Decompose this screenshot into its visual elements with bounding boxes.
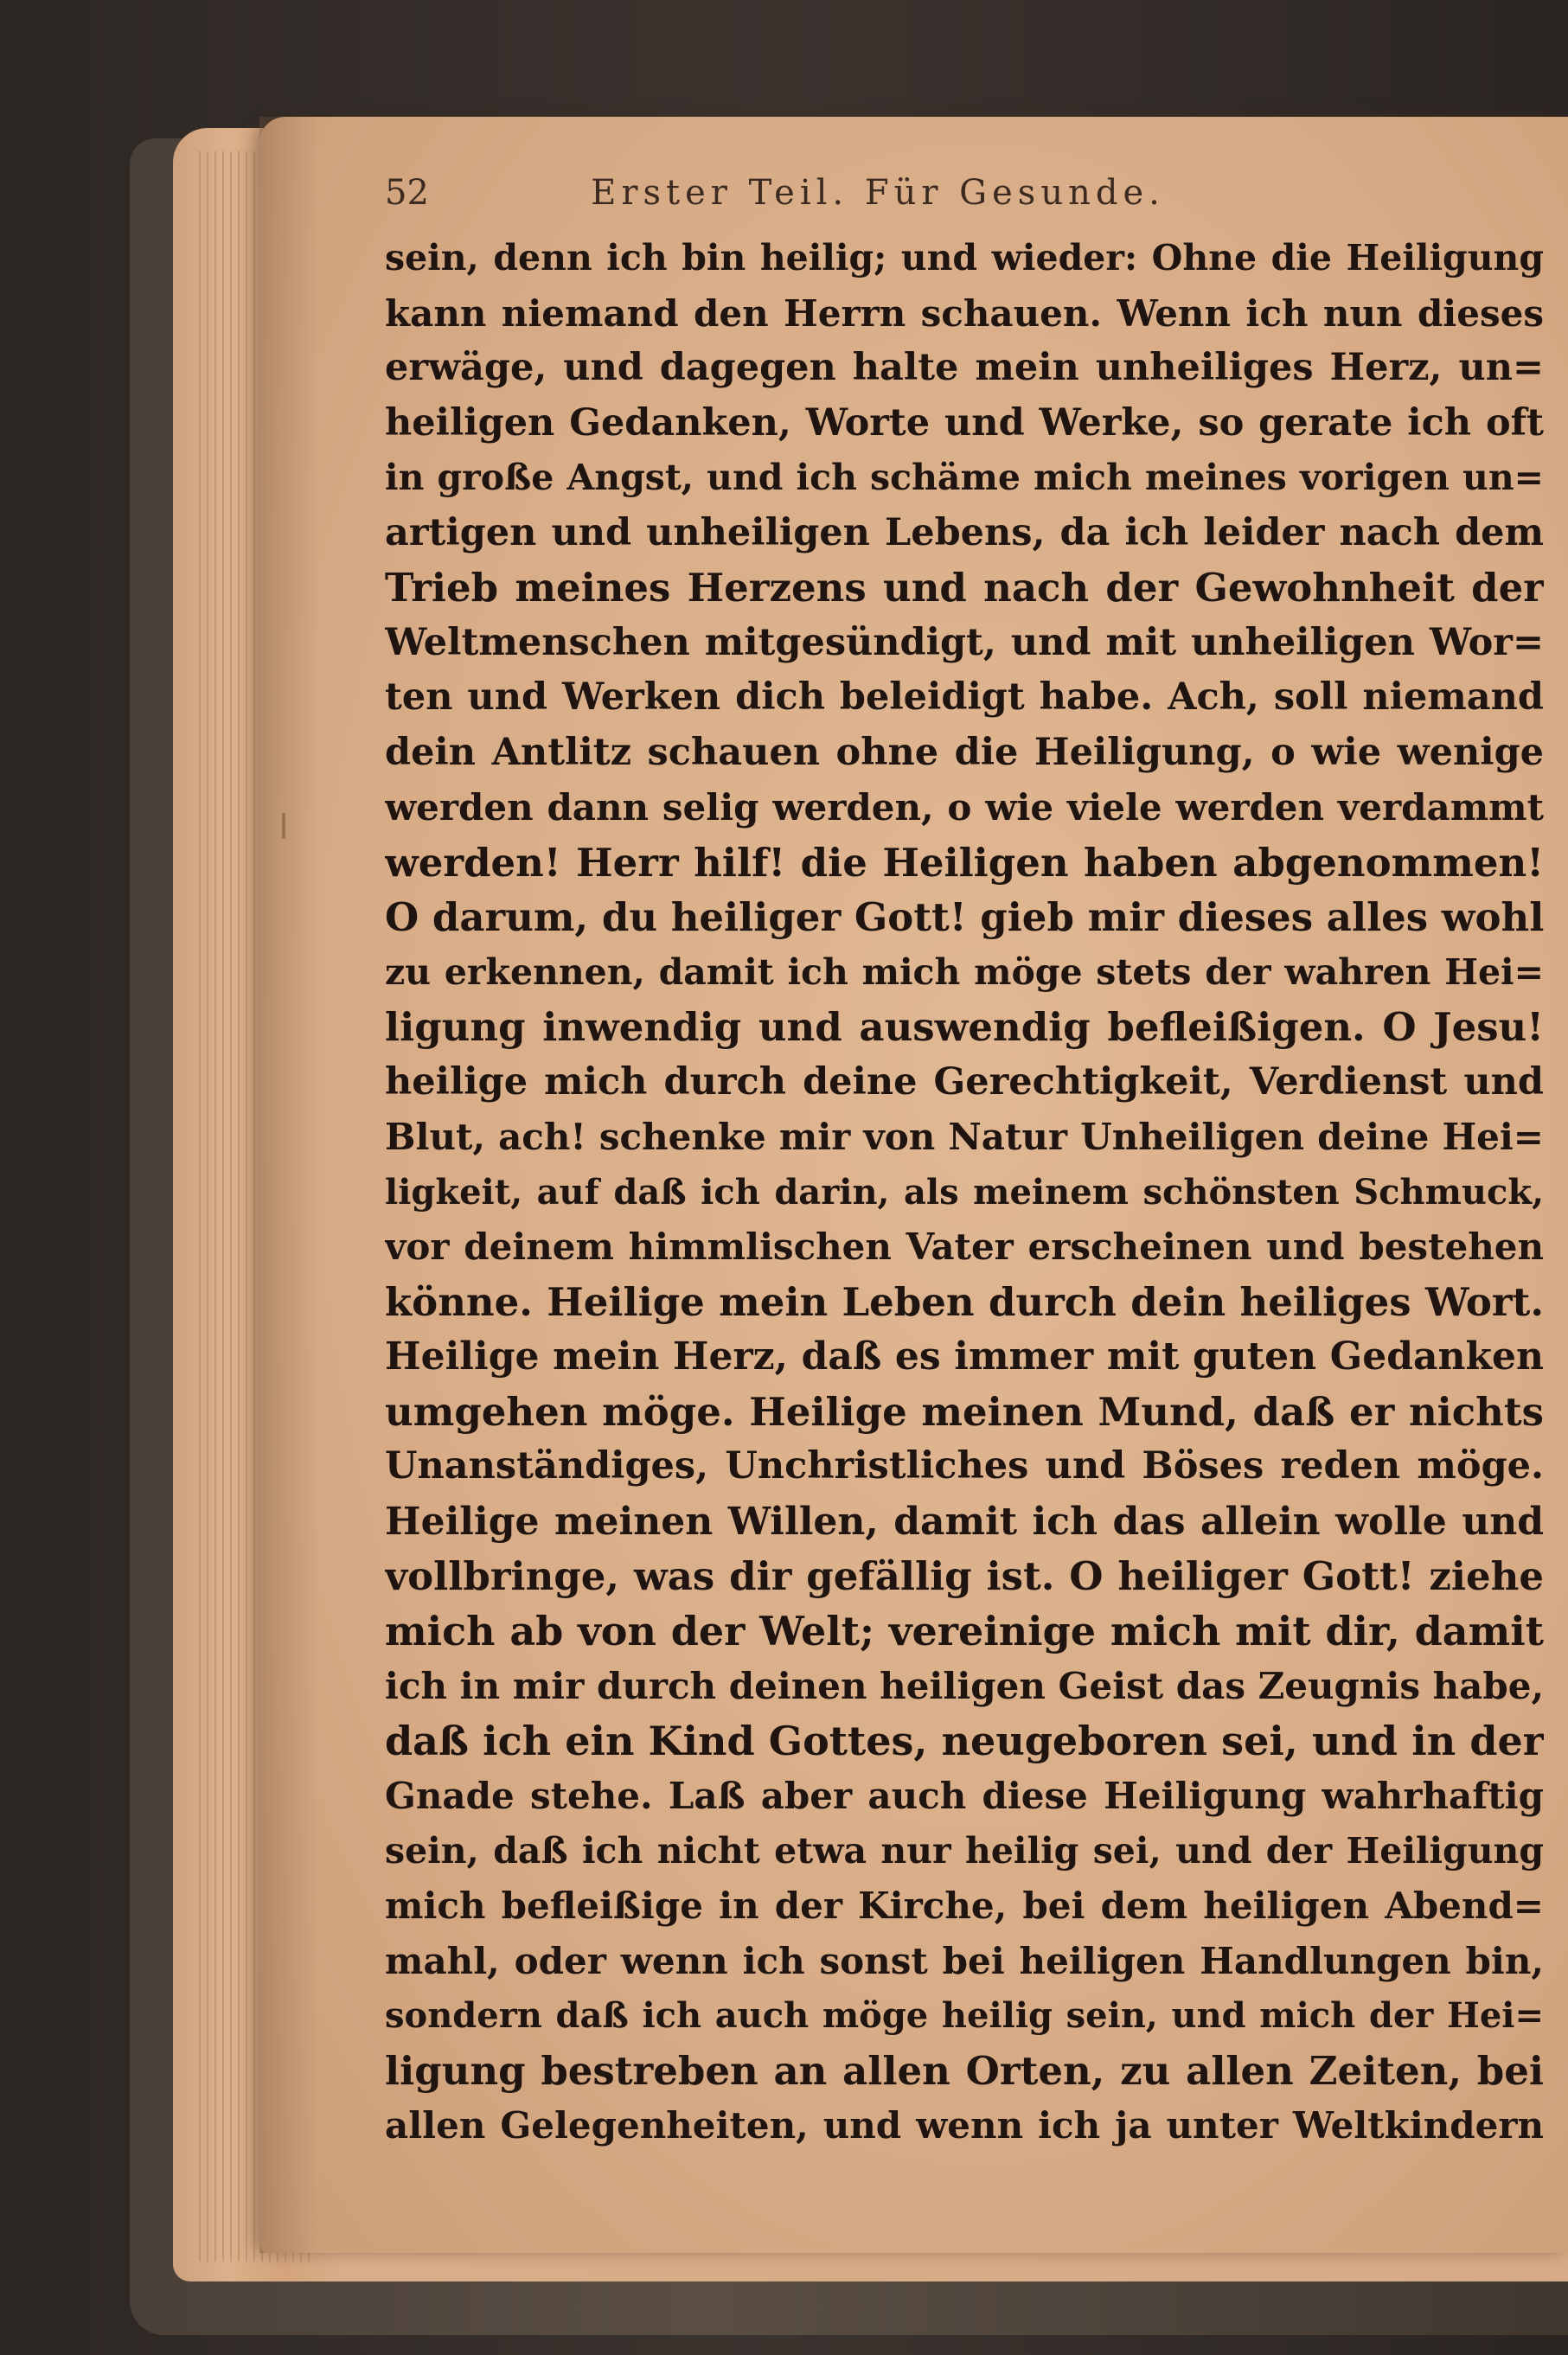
- text-line: mich befleißige in der Kirche, bei dem heiligen Abend=: [385, 1885, 1544, 1927]
- text-line: vor deinem himmlischen Vater erscheinen und bestehen: [385, 1225, 1544, 1268]
- text-line: Unanständiges, Unchristliches und Böses reden möge.: [385, 1444, 1544, 1488]
- text-line: Heilige meinen Willen, damit ich das allein wolle und: [385, 1499, 1544, 1544]
- text-line: Trieb meines Herzens und nach der Gewohnheit der: [385, 565, 1544, 611]
- text-line: allen Gelegenheiten, und wenn ich ja unter Weltkindern: [385, 2104, 1544, 2147]
- text-line: heilige mich durch deine Gerechtigkeit, Verdienst und: [385, 1059, 1544, 1104]
- text-line: sondern daß ich auch möge heilig sein, und mich der Hei=: [385, 1995, 1544, 2036]
- text-line: kann niemand den Herrn schauen. Wenn ich nun dieses: [385, 291, 1544, 335]
- text-line: ligung bestreben an allen Orten, zu allen Zeiten, bei: [385, 2047, 1544, 2094]
- text-line: Weltmenschen mitgesündigt, und mit unheiligen Wor=: [385, 620, 1544, 664]
- text-line: könne. Heilige mein Leben durch dein heiliges Wort.: [385, 1278, 1544, 1325]
- text-line: mich ab von der Welt; vereinige mich mit dir, damit: [385, 1607, 1544, 1654]
- page-mark: [282, 813, 285, 839]
- text-line: erwäge, und dagegen halte mein unheiliges Herz, un=: [385, 346, 1544, 389]
- page-number: 52: [385, 173, 429, 213]
- text-line: mahl, oder wenn ich sonst bei heiligen Handlungen bin,: [385, 1939, 1544, 1982]
- text-line: werden dann selig werden, o wie viele werden verdammt: [385, 786, 1544, 829]
- text-line: Heilige mein Herz, daß es immer mit guten Gedanken: [385, 1334, 1544, 1379]
- text-line: in große Angst, und ich schäme mich meines vorigen un=: [385, 457, 1544, 498]
- text-line: sein, daß ich nicht etwa nur heilig sei, und der Heiligung: [385, 1829, 1544, 1872]
- running-head: Erster Teil. Für Gesunde.: [591, 173, 1165, 213]
- book-page: [259, 117, 1568, 2253]
- text-line: ligung inwendig und auswendig befleißigen. O Jesu!: [385, 1004, 1544, 1050]
- text-line: dein Antlitz schauen ohne die Heiligung, o wie wenige: [385, 730, 1544, 774]
- body-text: [385, 231, 1544, 2153]
- text-line: sein, denn ich bin heilig; und wieder: Ohne die Heiligung: [385, 237, 1544, 278]
- text-line: umgehen möge. Heilige meinen Mund, daß er nichts: [385, 1388, 1544, 1435]
- text-line: heiligen Gedanken, Worte und Werke, so gerate ich oft: [385, 400, 1544, 445]
- text-line: Blut, ach! schenke mir von Natur Unheiligen deine Hei=: [385, 1116, 1544, 1158]
- text-line: Gnade stehe. Laß aber auch diese Heiligung wahrhaftig: [385, 1775, 1544, 1817]
- text-line: vollbringe, was dir gefällig ist. O heiliger Gott! ziehe: [385, 1553, 1544, 1599]
- text-line: ich in mir durch deinen heiligen Geist das Zeugnis habe,: [385, 1665, 1544, 1707]
- text-line: zu erkennen, damit ich mich möge stets der wahren Hei=: [385, 950, 1544, 993]
- text-line: ten und Werken dich beleidigt habe. Ach, soll niemand: [385, 675, 1544, 719]
- text-line: O darum, du heiliger Gott! gieb mir dieses alles wohl: [385, 894, 1544, 940]
- text-line: werden! Herr hilf! die Heiligen haben abgenommen!: [385, 839, 1544, 886]
- text-line: daß ich ein Kind Gottes, neugeboren sei, und in der: [385, 1717, 1544, 1764]
- text-line: ligkeit, auf daß ich darin, als meinem schönsten Schmuck,: [385, 1171, 1544, 1213]
- text-line: artigen und unheiligen Lebens, da ich leider nach dem: [385, 510, 1544, 554]
- page-header: [385, 158, 1509, 227]
